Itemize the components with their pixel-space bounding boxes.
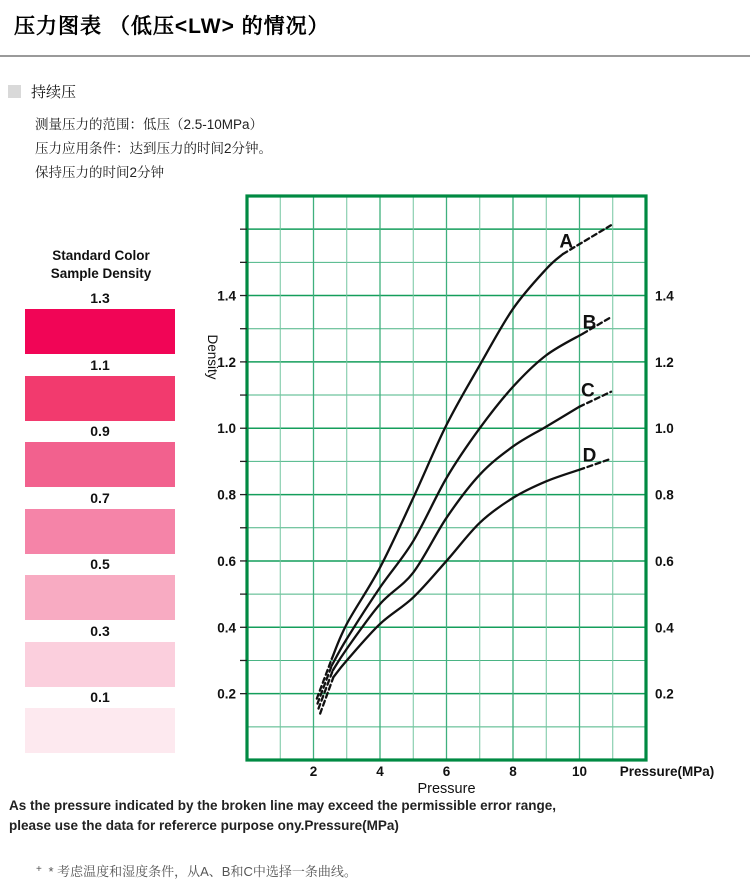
- curve-label-B: B: [582, 312, 597, 334]
- y-tick-label-left: 0.2: [217, 686, 236, 702]
- page-title: 压力图表 （低压<LW> 的情况）: [14, 15, 330, 38]
- y-tick-label-left: 1.2: [217, 354, 236, 370]
- condition-line: 测量压力的范围：低压（2.5-10MPa）: [35, 117, 264, 132]
- section-header: [8, 81, 76, 102]
- y-axis-title: Density: [205, 334, 220, 380]
- x-axis-unit-label: Pressure(MPa): [619, 764, 715, 779]
- x-tick-label: 2: [309, 764, 318, 779]
- color-swatch-0.7: [25, 509, 175, 554]
- y-tick-label-right: 1.2: [655, 354, 674, 370]
- color-swatch-0.3: [25, 642, 175, 687]
- y-tick-label-right: 1.0: [655, 421, 674, 437]
- y-tick-label-right: 0.8: [655, 487, 674, 503]
- y-tick-label-right: 0.6: [655, 553, 674, 569]
- swatch-density-label: 0.9: [90, 423, 110, 440]
- curve-A: [332, 254, 563, 659]
- x-tick-label: 10: [571, 764, 588, 779]
- condition-line: 保持压力的时间2分钟: [35, 165, 165, 180]
- y-tick-label-left: 1.0: [217, 421, 236, 437]
- pressure-density-chart: [190, 185, 735, 800]
- y-tick-label-left: 0.4: [217, 620, 236, 636]
- color-swatch-0.1: [25, 708, 175, 753]
- color-swatch-1.3: [25, 309, 175, 354]
- note-line2: please use the data for refererce purpose ony.Pressure(MPa): [9, 818, 399, 833]
- y-tick-label-left: 0.6: [217, 553, 236, 569]
- chart-canvas: [190, 185, 735, 800]
- note-line1: As the pressure indicated by the broken line may exceed the permissible error range,: [9, 798, 556, 813]
- x-tick-label: 6: [442, 764, 451, 779]
- swatch-density-label: 1.3: [90, 290, 110, 307]
- broken-line-note: [9, 796, 556, 836]
- curve-selection-footnote: [36, 861, 357, 880]
- measurement-conditions: [35, 113, 272, 185]
- swatch-density-label: 0.3: [90, 622, 110, 639]
- swatch-density-label: 0.7: [90, 489, 110, 506]
- y-tick-label-right: 0.2: [655, 686, 674, 702]
- condition-line: 压力应用条件：达到压力的时间2分钟。: [35, 141, 273, 156]
- footnote-marker: +: [36, 864, 42, 875]
- curve-label-C: C: [580, 380, 595, 402]
- x-axis-title: Pressure: [417, 781, 476, 797]
- y-tick-label-left: 0.8: [217, 487, 236, 503]
- color-sample-title-line2: Sample Density: [50, 266, 152, 281]
- x-tick-label: 4: [376, 764, 384, 779]
- y-tick-label-right: 0.4: [655, 620, 674, 636]
- curve-D: [333, 470, 579, 677]
- x-tick-label: 8: [509, 764, 517, 779]
- color-sample-title: [25, 247, 177, 283]
- curve-label-A: A: [559, 231, 574, 253]
- y-tick-label-right: 1.4: [655, 288, 674, 304]
- y-tick-label-left: 1.4: [217, 288, 236, 304]
- swatch-density-label: 1.1: [90, 356, 110, 373]
- curve-C: [333, 407, 580, 671]
- color-swatch-0.5: [25, 575, 175, 620]
- color-sample-title-line1: Standard Color: [52, 248, 150, 263]
- swatch-density-label: 0.1: [90, 689, 110, 706]
- section-label: 持续压: [31, 84, 77, 101]
- curve-label-D: D: [582, 445, 597, 467]
- color-swatch-1.1: [25, 376, 175, 421]
- color-swatch-0.9: [25, 442, 175, 487]
- footnote-text: * 考虑温度和湿度条件，从A、B和C中选择一条曲线。: [48, 864, 357, 879]
- swatch-density-label: 0.5: [90, 556, 110, 573]
- title-divider: [0, 55, 750, 57]
- section-bullet-icon: [8, 85, 21, 98]
